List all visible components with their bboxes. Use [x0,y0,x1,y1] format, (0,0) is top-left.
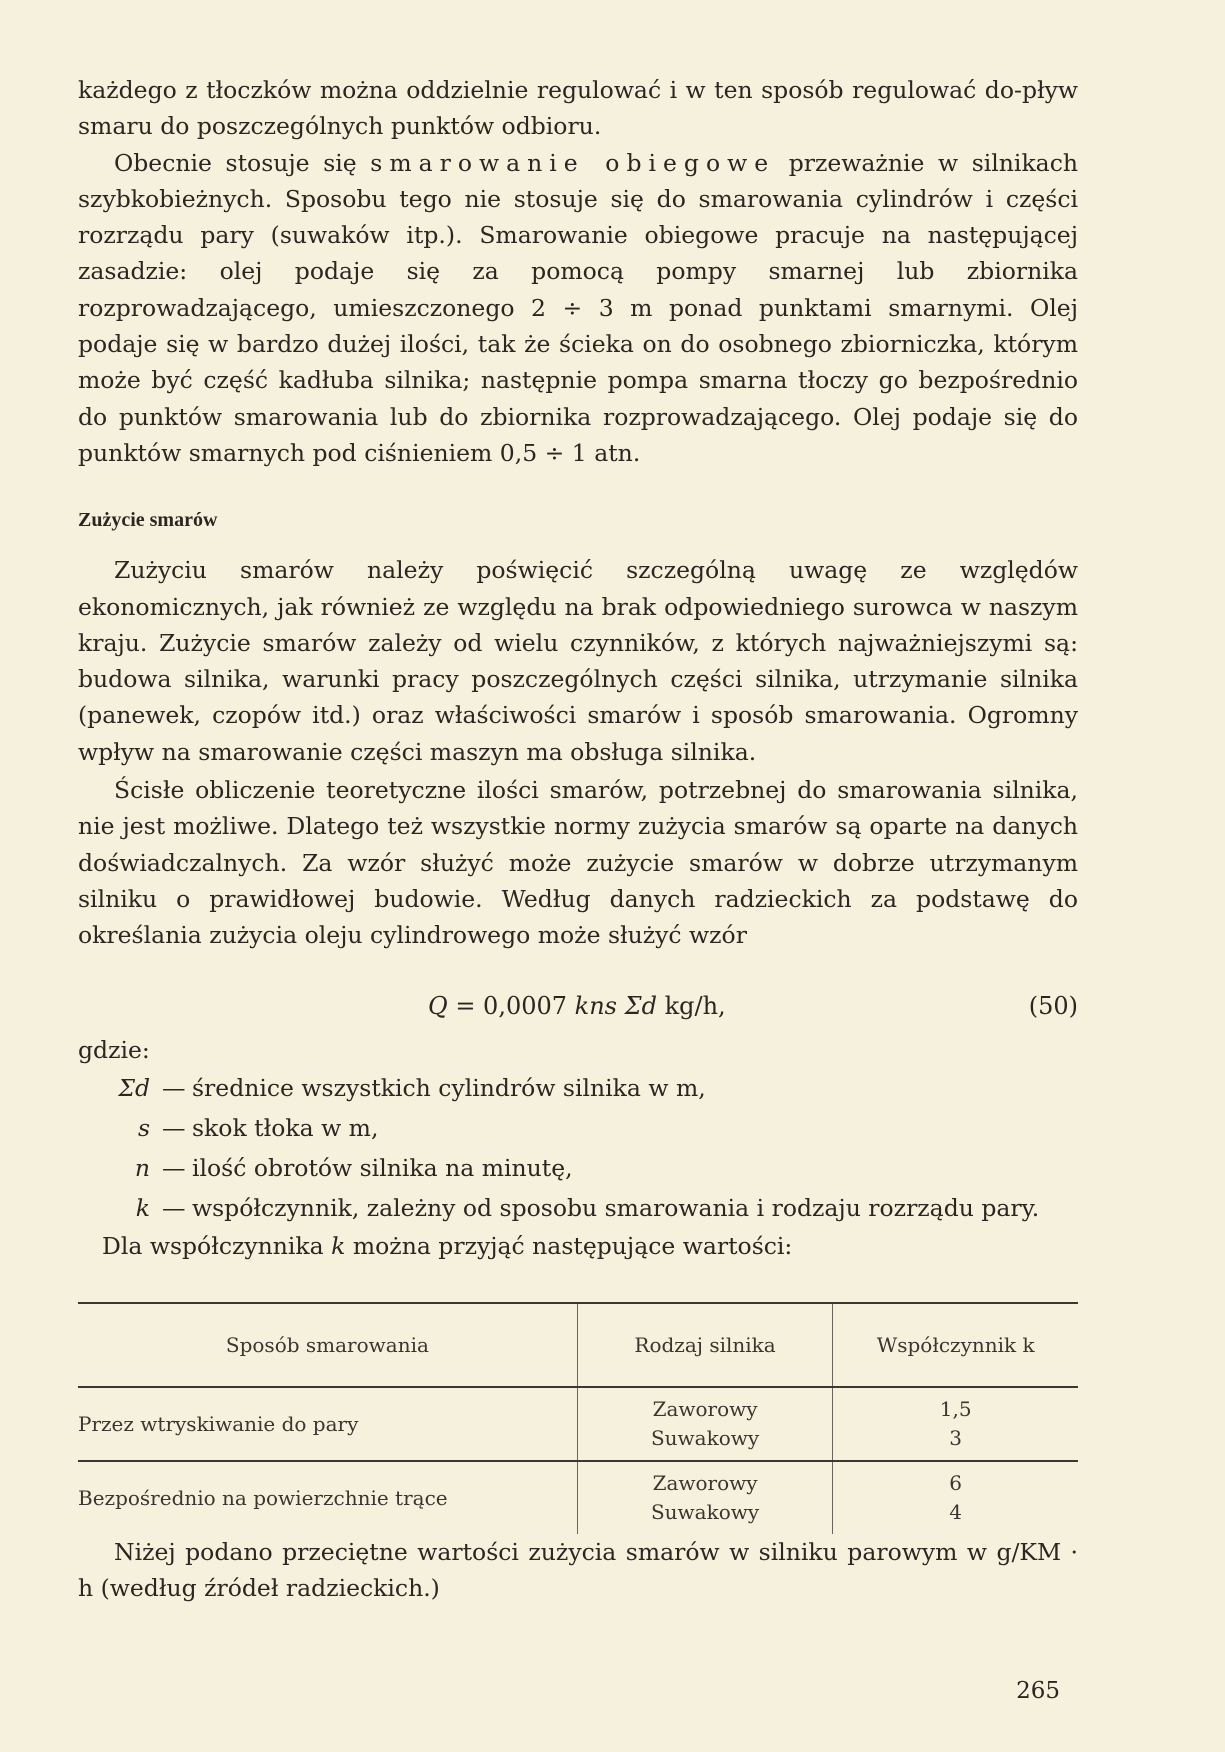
table-row [78,1387,1078,1461]
paragraph-averages: Niżej podano przeciętne wartości zużycia smarów w silniku parowym w g/KM · h (według źródeł radzieckich.) [78,1537,1078,1603]
header-engine-type: Rodzaj silnika [577,1303,833,1387]
book-page [78,72,1078,1606]
engine-type: Suwakowy [650,1425,760,1450]
cell-coefficients [833,1387,1078,1461]
where-label: gdzie: [78,1035,150,1064]
cell-method: Przez wtryskiwanie do pary [78,1411,359,1436]
paragraph-circulating-lubrication [78,145,1078,472]
cell-engine-types [577,1387,833,1461]
table-header-row [78,1303,1078,1387]
engine-type: Zaworowy [652,1396,758,1421]
coefficient-value: 3 [949,1425,963,1450]
equation-variables: kns Σd [574,991,657,1020]
coefficient-value: 4 [949,1499,963,1524]
dash: — [162,1073,186,1102]
cell-coefficients [833,1461,1078,1534]
definition-text: współczynnik, zależny od sposobu smarowania i rodzaju rozrządu pary. [192,1193,1040,1222]
header-coefficient: Współczynnik k [833,1303,1078,1387]
engine-type: Suwakowy [650,1499,760,1524]
text-run: można przyjąć następujące wartości: [345,1231,793,1260]
equation-number: (50) [1028,991,1078,1020]
definition-text: ilość obrotów silnika na minutę, [192,1153,573,1182]
definition-item [78,1108,1078,1148]
coefficient-table [78,1302,1078,1534]
paragraph-continuation: każdego z tłoczków można oddzielnie regulować i w ten sposób regulować do-pływ smaru do poszczególnych punktów odbioru. [78,76,1078,141]
text-run: przeważnie w silnikach szybkobieżnych. Sposobu tego nie stosuje się do smarowania cylindrów i części rozrządu pary (suwaków itp.). Smarowanie obiegowe pracuje na następującej zasadzie: olej podaje się za pomocą pompy smarnej lub zbiornika rozprowadzającego, umieszczonego 2 ÷ 3 m ponad punktami smarnymi. Olej podaje się w bardzo dużej ilości, tak że ścieka on do osobnego zbiorniczka, którym może być część kadłuba silnika; następnie pompa smarna tłoczy go bezpośrednio do punktów smarowania lub do zbiornika rozprowadzającego. Olej podaje się do punktów smarnych pod ciśnieniem 0,5 ÷ 1 atn. [78,148,1078,467]
emphasized-term: smarowanie obiegowe [370,148,776,177]
symbol: k [135,1193,150,1222]
definition-item [78,1068,1078,1108]
symbol: Σd [118,1073,150,1102]
definition-text: średnice wszystkich cylindrów silnika w m, [192,1073,706,1102]
cell-method: Bezpośrednio na powierzchnie trące [78,1485,448,1510]
equation-lhs: Q [428,991,448,1020]
coefficient-intro [78,1228,1078,1264]
text-run: Dla współczynnika [102,1231,332,1260]
equation-unit: kg/h, [656,991,726,1020]
dash: — [162,1153,186,1182]
equation [428,992,726,1020]
definition-item [78,1148,1078,1188]
equation-row [78,992,1078,1032]
coefficient-value: 6 [949,1470,963,1495]
dash: — [162,1113,186,1142]
definition-item [78,1188,1078,1228]
symbol: s [137,1113,150,1142]
dash: — [162,1193,186,1222]
equation-constant: = 0,0007 [447,991,575,1020]
text-run: Obecnie stosuje się [114,148,371,177]
header-method: Sposób smarowania [225,1332,429,1357]
page-number: 265 [1016,1678,1060,1704]
section-heading: Zużycie smarów [78,509,218,532]
symbol: k [331,1231,346,1260]
engine-type: Zaworowy [652,1470,758,1495]
cell-engine-types [577,1461,833,1534]
table-row [78,1461,1078,1534]
variable-definitions [78,1068,1078,1228]
coefficient-value: 1,5 [939,1396,972,1421]
paragraph-consumption: Zużyciu smarów należy poświęcić szczególną uwagę ze względów ekonomicznych, jak również ze względu na brak odpowiedniego surowca w naszym kraju. Zużycie smarów zależy od wielu czynników, z których najważniejszymi są: budowa silnika, warunki pracy poszczególnych części silnika, utrzymanie silnika (panewek, czopów itd.) oraz właściwości smarów i sposób smarowania. Ogromny wpływ na smarowanie części maszyn ma obsługa silnika. [78,556,1078,766]
paragraph-calculation: Ścisłe obliczenie teoretyczne ilości smarów, potrzebnej do smarowania silnika, nie jest możliwe. Dlatego też wszystkie normy zużycia smarów są oparte na danych doświadczalnych. Za wzór służyć może zużycie smarów w dobrze utrzymanym silniku o prawidłowej budowie. Według danych radzieckich za podstawę do określania zużycia oleju cylindrowego może służyć wzór [78,776,1078,950]
symbol: n [134,1153,150,1182]
definition-text: skok tłoka w m, [192,1113,379,1142]
